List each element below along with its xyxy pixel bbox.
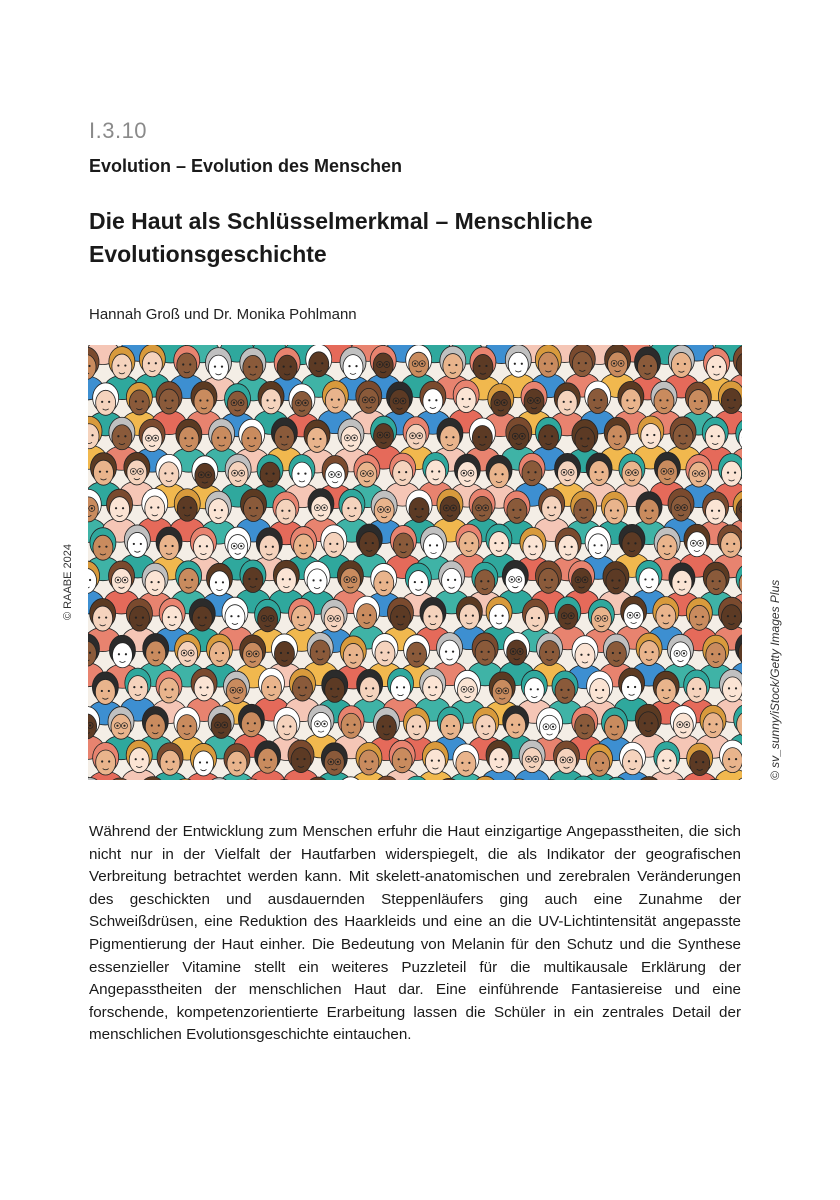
page-title: Die Haut als Schlüsselmerkmal – Menschliche Evolutionsgeschichte (89, 208, 593, 267)
crowd-faces-graphic (88, 345, 742, 780)
authors: Hannah Groß und Dr. Monika Pohlmann (89, 306, 357, 323)
copyright-note: © RAABE 2024 (62, 544, 74, 620)
intro-paragraph: Während der Entwicklung zum Menschen erfuhr die Haut einzigartige Angepasstheiten, die sich nicht nur in der Vielfalt der Hautfarben widerspiegelt, die als Indikator der geografischen Verbreitung betrachtet werden kann. Mit skelett-anatomischen und zerebralen Veränderungen des geschickten und ausdauernden Steppenläufers ging auch eine Zunahme der Schweißdrüsen, eine Reduktion des Haarkleids und eine an die UV-Lichtintensität angepasste Pigmentierung der Haut einher. Die Bedeutung von Melanin für den Schutz und die Synthese essenzieller Vitamine stellt ein weiteres Puzzleteil für die multikausale Erklärung der Angepasstheiten der menschlichen Haut dar. Eine einführende Fantasiereise und eine forschende, kompetenzorientierte Erarbeitung lassen die Schüler in ein zentrales Detail der menschlichen Evolutionsgeschichte eintauchen. (89, 823, 741, 1044)
section-code: I.3.10 (89, 118, 148, 143)
crowd-illustration (88, 345, 742, 780)
section-title: Evolution – Evolution des Menschen (89, 156, 403, 176)
image-credit: © sv_sunny/iStock/Getty Images Plus (768, 579, 782, 780)
